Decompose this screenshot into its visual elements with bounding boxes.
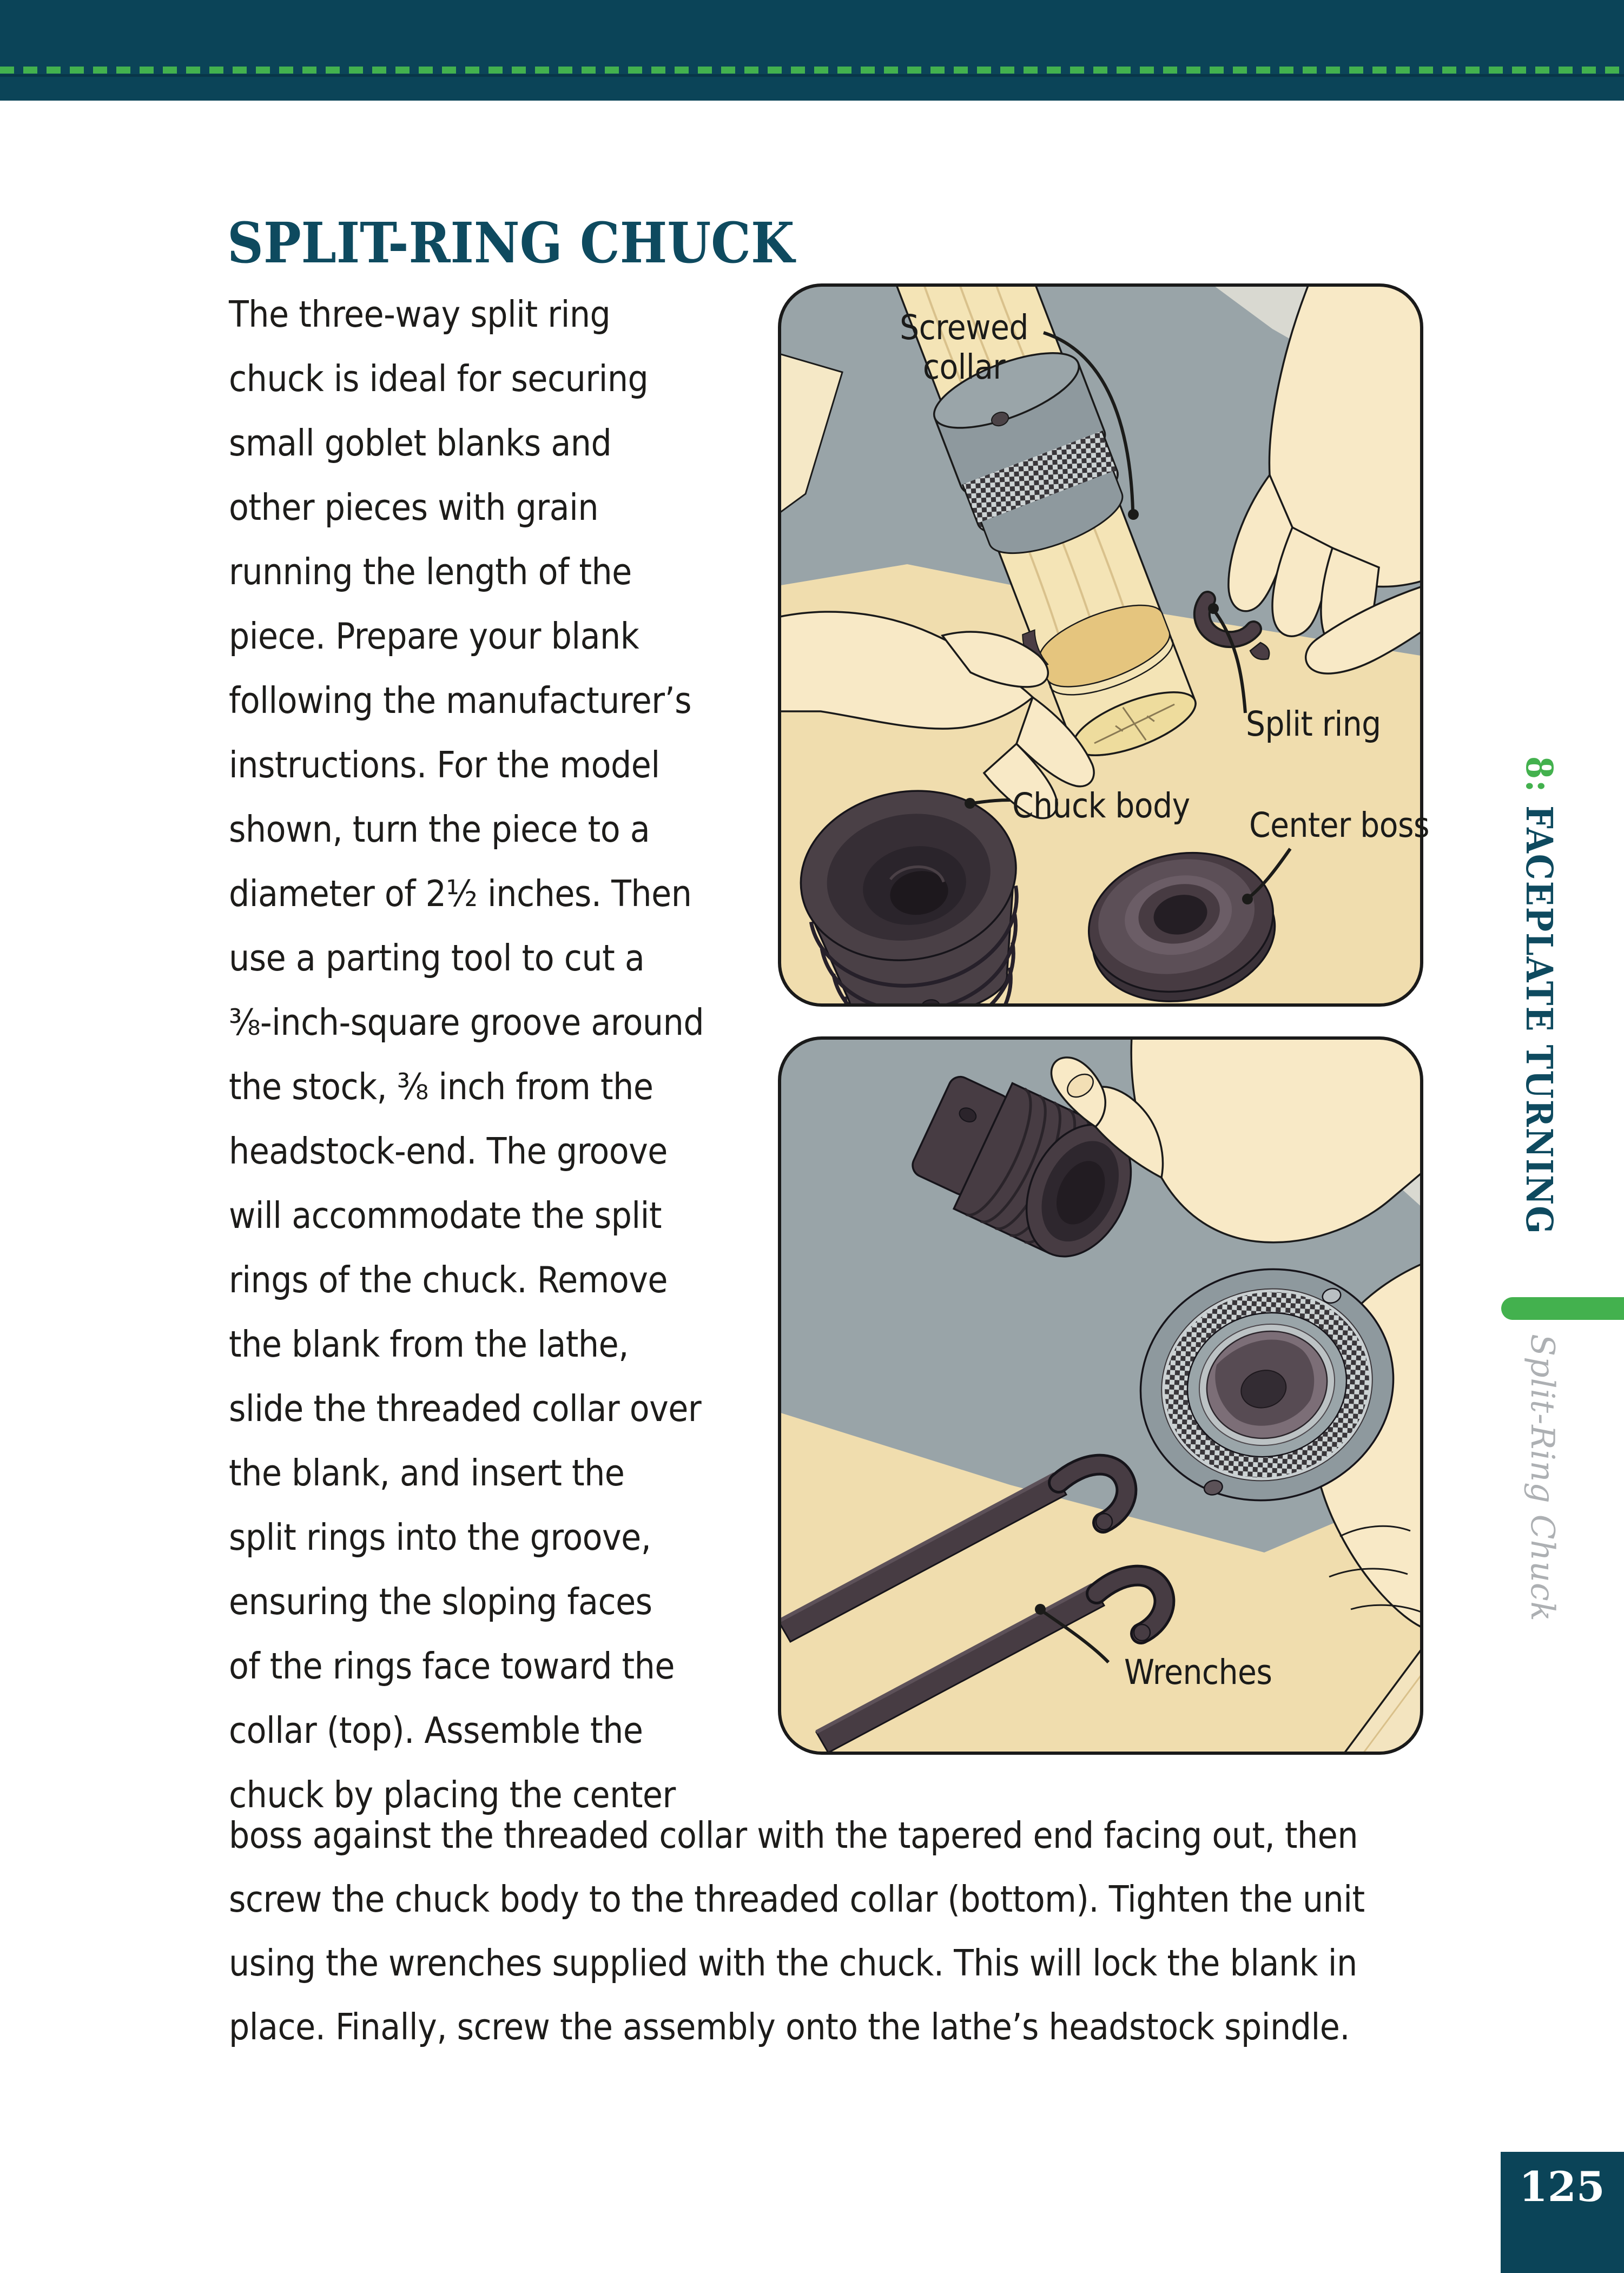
sidebar-chapter-title: FACEPLATE TURNING <box>1518 793 1561 1235</box>
text-line: instructions. For the model <box>229 744 660 786</box>
text-line: chuck by placing the center <box>229 1774 676 1816</box>
sidebar-section-title: Split-Ring Chuck <box>1523 1334 1561 1622</box>
text-line: of the rings face toward the <box>229 1645 675 1687</box>
text-line: screw the chuck body to the threaded collar (bottom). Tighten the unit <box>229 1878 1365 1920</box>
figure-bottom-artwork <box>777 1036 1424 1755</box>
sidebar-green-bar <box>1501 1297 1624 1320</box>
figure-top-panel <box>777 283 1430 1007</box>
text-line: rings of the chuck. Remove <box>229 1259 668 1301</box>
dash-shadow-line <box>0 74 1624 77</box>
text-line: following the manufacturer’s <box>229 679 692 722</box>
text-line: the blank, and insert the <box>229 1452 625 1494</box>
text-line: place. Finally, screw the assembly onto the lathe’s headstock spindle. <box>229 2006 1350 2048</box>
body-text-full-width <box>229 1803 1451 2059</box>
text-line: other pieces with grain <box>229 486 599 528</box>
text-line: diameter of 2½ inches. Then <box>229 873 692 915</box>
body-text-column <box>229 282 764 1827</box>
sidebar-chapter-number: 8: <box>1518 756 1561 794</box>
text-line: using the wrenches supplied with the chuck. This will lock the blank in <box>229 1942 1357 1984</box>
sidebar-chapter-tab <box>1518 756 1561 1303</box>
top-banner <box>0 0 1624 101</box>
label-split-ring: Split ring <box>1246 704 1381 744</box>
label-screwed-collar-line2: collar <box>922 347 1006 387</box>
text-line: headstock-end. The groove <box>229 1130 668 1172</box>
page-number-block <box>1501 2152 1624 2273</box>
label-center-boss: Center boss <box>1249 805 1430 845</box>
text-line: use a parting tool to cut a <box>229 937 645 979</box>
text-line: split rings into the groove, <box>229 1516 651 1558</box>
text-line: slide the threaded collar over <box>229 1387 702 1430</box>
page-title: SPLIT-RING CHUCK <box>227 210 795 276</box>
green-dashed-rule <box>0 67 1624 74</box>
label-screwed-collar-line1: Screwed <box>900 308 1028 347</box>
page-number: 125 <box>1519 2163 1605 2211</box>
label-wrenches: Wrenches <box>1124 1653 1272 1692</box>
text-line: collar (top). Assemble the <box>229 1709 643 1752</box>
text-line: the stock, ⅜ inch from the <box>229 1066 653 1108</box>
text-line: shown, turn the piece to a <box>229 808 650 850</box>
text-line: boss against the threaded collar with the tapered end facing out, then <box>229 1814 1358 1856</box>
text-line: small goblet blanks and <box>229 422 612 464</box>
text-line: The three-way split ring <box>229 293 611 335</box>
label-chuck-body: Chuck body <box>1012 786 1190 825</box>
text-line: the blank from the lathe, <box>229 1323 629 1365</box>
text-line: running the length of the <box>229 551 632 593</box>
text-line: piece. Prepare your blank <box>229 615 639 657</box>
text-line: ensuring the sloping faces <box>229 1581 652 1623</box>
text-line: chuck is ideal for securing <box>229 358 649 400</box>
text-line: ⅜-inch-square groove around <box>229 1001 704 1043</box>
label-screwed-collar <box>888 308 1040 387</box>
figure-top-artwork <box>777 283 1424 1007</box>
figure-bottom-panel <box>777 1036 1424 1755</box>
text-line: will accommodate the split <box>229 1194 662 1237</box>
